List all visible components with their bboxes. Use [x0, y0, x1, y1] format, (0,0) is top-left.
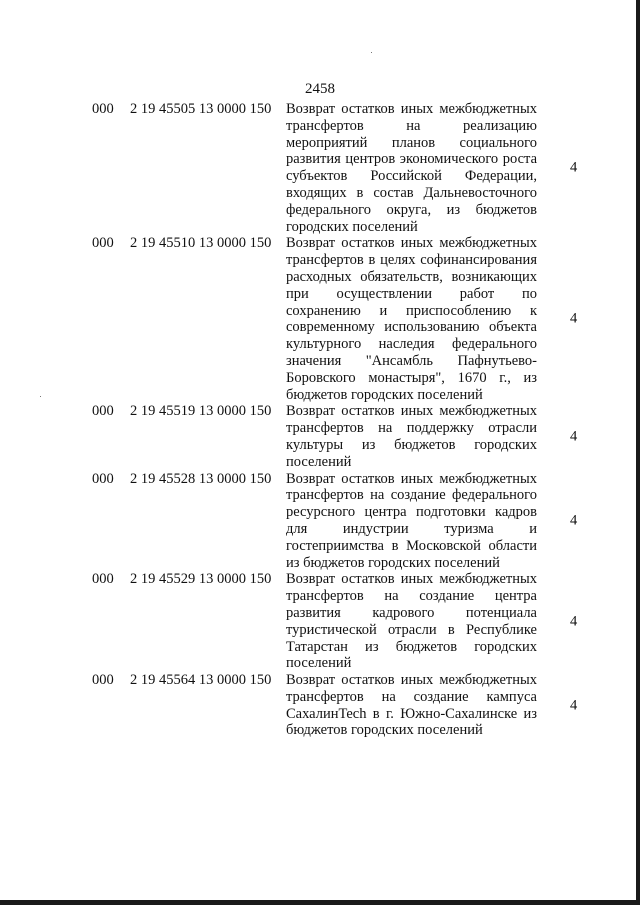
table-row — [0, 403, 640, 470]
income-description: Возврат остатков иных межбюджетных трансфертов на создание кампуса СахалинTech в г. Южно-Сахалинске из бюджетов городских поселений — [286, 672, 537, 739]
table-row — [0, 571, 640, 672]
page-number: 2458 — [305, 81, 335, 97]
income-code: 2 19 45505 13 0000 150 — [130, 101, 272, 117]
distribution-norm: 4 — [570, 310, 578, 327]
income-code: 2 19 45510 13 0000 150 — [130, 235, 272, 252]
table-row — [0, 101, 640, 235]
income-code: 2 19 45528 13 0000 150 — [130, 470, 272, 487]
administrator-code: 000 — [92, 403, 114, 420]
administrator-code: 000 — [92, 101, 114, 117]
income-description: Возврат остатков иных межбюджетных трансфертов на создание федерального ресурсного центра подготовки кадров для индустрии туризма и гостеприимства в Московской области из бюджетов городских поселений — [286, 470, 537, 571]
income-code: 2 19 45529 13 0000 150 — [130, 571, 272, 588]
administrator-code: 000 — [92, 470, 114, 487]
table-row — [0, 235, 640, 403]
administrator-code: 000 — [92, 235, 114, 252]
distribution-norm: 4 — [570, 697, 578, 714]
income-description: Возврат остатков иных межбюджетных трансфертов на создание центра развития кадрового потенциала туристической отрасли в Республике Татарстан из бюджетов городских поселений — [286, 571, 537, 672]
income-description: Возврат остатков иных межбюджетных трансфертов в целях софинансирования расходных обязательств, возникающих при осуществлении работ по сохранению и приспособлению к современному использованию объекта культурного наследия федерального значения "Ансамбль Пафнутьево-Боровского монастыря", 1670 г., из бюджетов городских поселений — [286, 235, 537, 403]
scan-speck — [371, 52, 372, 53]
income-code: 2 19 45564 13 0000 150 — [130, 672, 272, 689]
income-description: Возврат остатков иных межбюджетных трансфертов на поддержку отрасли культуры из бюджетов городских поселений — [286, 403, 537, 470]
income-code-table — [0, 101, 640, 739]
page-edge-bottom — [0, 900, 640, 905]
administrator-code: 000 — [92, 571, 114, 588]
distribution-norm: 4 — [570, 512, 578, 529]
administrator-code: 000 — [92, 672, 114, 689]
income-description: Возврат остатков иных межбюджетных трансфертов на реализацию мероприятий планов социального развития центров экономического роста субъектов Российской Федерации, входящих в состав Дальневосточного федерального округа, из бюджетов городских поселений — [286, 101, 537, 235]
table-row — [0, 672, 640, 739]
distribution-norm: 4 — [570, 613, 578, 630]
distribution-norm: 4 — [570, 159, 578, 176]
table-row — [0, 471, 640, 572]
distribution-norm: 4 — [570, 428, 578, 445]
income-code: 2 19 45519 13 0000 150 — [130, 403, 272, 420]
